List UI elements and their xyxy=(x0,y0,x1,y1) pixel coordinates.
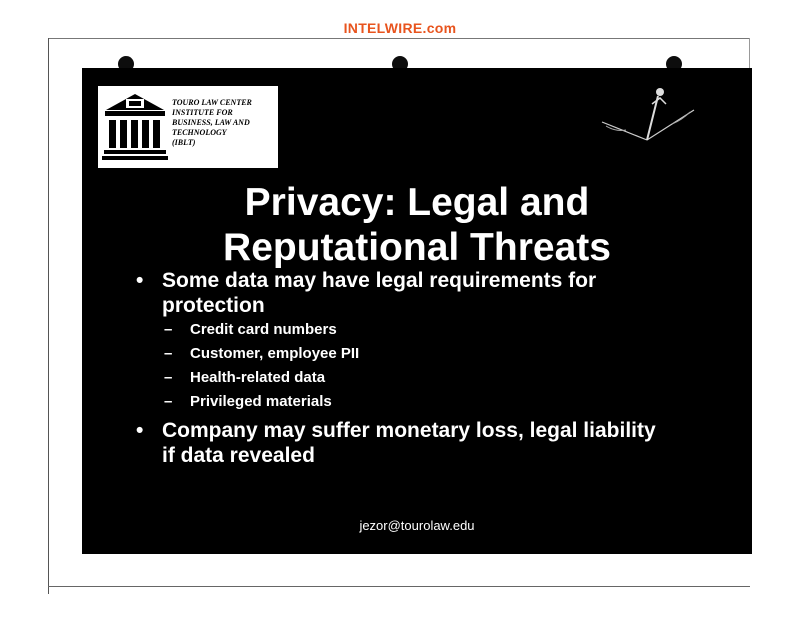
page-border-bottom xyxy=(48,586,750,587)
sub-bullet-item xyxy=(134,366,734,390)
sub-bullet-text: Credit card numbers xyxy=(190,321,337,338)
sub-bullet-item xyxy=(134,342,734,366)
bullet-dot-icon: • xyxy=(136,419,144,442)
dash-icon: – xyxy=(164,321,173,338)
sub-bullet-text: Customer, employee PII xyxy=(190,345,360,362)
scales-of-justice-icon xyxy=(592,82,702,152)
contact-email: jezor@tourolaw.edu xyxy=(359,518,475,533)
logo-line: TECHNOLOGY xyxy=(172,128,227,137)
dash-icon: – xyxy=(164,345,173,362)
title-line-2: Reputational Threats xyxy=(223,226,611,269)
sub-bullet-text: Privileged materials xyxy=(190,393,332,410)
logo-line: INSTITUTE FOR xyxy=(172,108,233,117)
bullet-text: Company may suffer monetary loss, legal liability xyxy=(162,419,656,442)
bullet-list xyxy=(134,268,734,468)
sub-bullet-item xyxy=(134,390,734,414)
page-border-left xyxy=(48,38,49,594)
dash-icon: – xyxy=(164,369,173,386)
slide xyxy=(82,68,752,554)
bullet-text: if data revealed xyxy=(162,444,315,467)
slide-title xyxy=(82,180,752,270)
logo-line: (IBLT) xyxy=(172,138,196,147)
bullet-item xyxy=(134,418,734,468)
dash-icon: – xyxy=(164,393,173,410)
logo-line: BUSINESS, LAW AND xyxy=(172,118,250,127)
bullet-item xyxy=(134,268,734,318)
bullet-text: protection xyxy=(162,294,265,317)
bullet-text: Some data may have legal requirements for xyxy=(162,269,597,292)
sub-bullet-item xyxy=(134,318,734,342)
bullet-dot-icon: • xyxy=(136,269,144,292)
logo-text xyxy=(172,98,276,148)
watermark-text: INTELWIRE.com xyxy=(343,20,457,36)
title-line-1: Privacy: Legal and xyxy=(244,181,590,224)
courthouse-icon xyxy=(102,90,168,164)
page-border-top xyxy=(48,38,750,39)
sub-bullet-text: Health-related data xyxy=(190,369,326,386)
logo-line: TOURO LAW CENTER xyxy=(172,98,252,107)
touro-logo xyxy=(98,86,278,168)
